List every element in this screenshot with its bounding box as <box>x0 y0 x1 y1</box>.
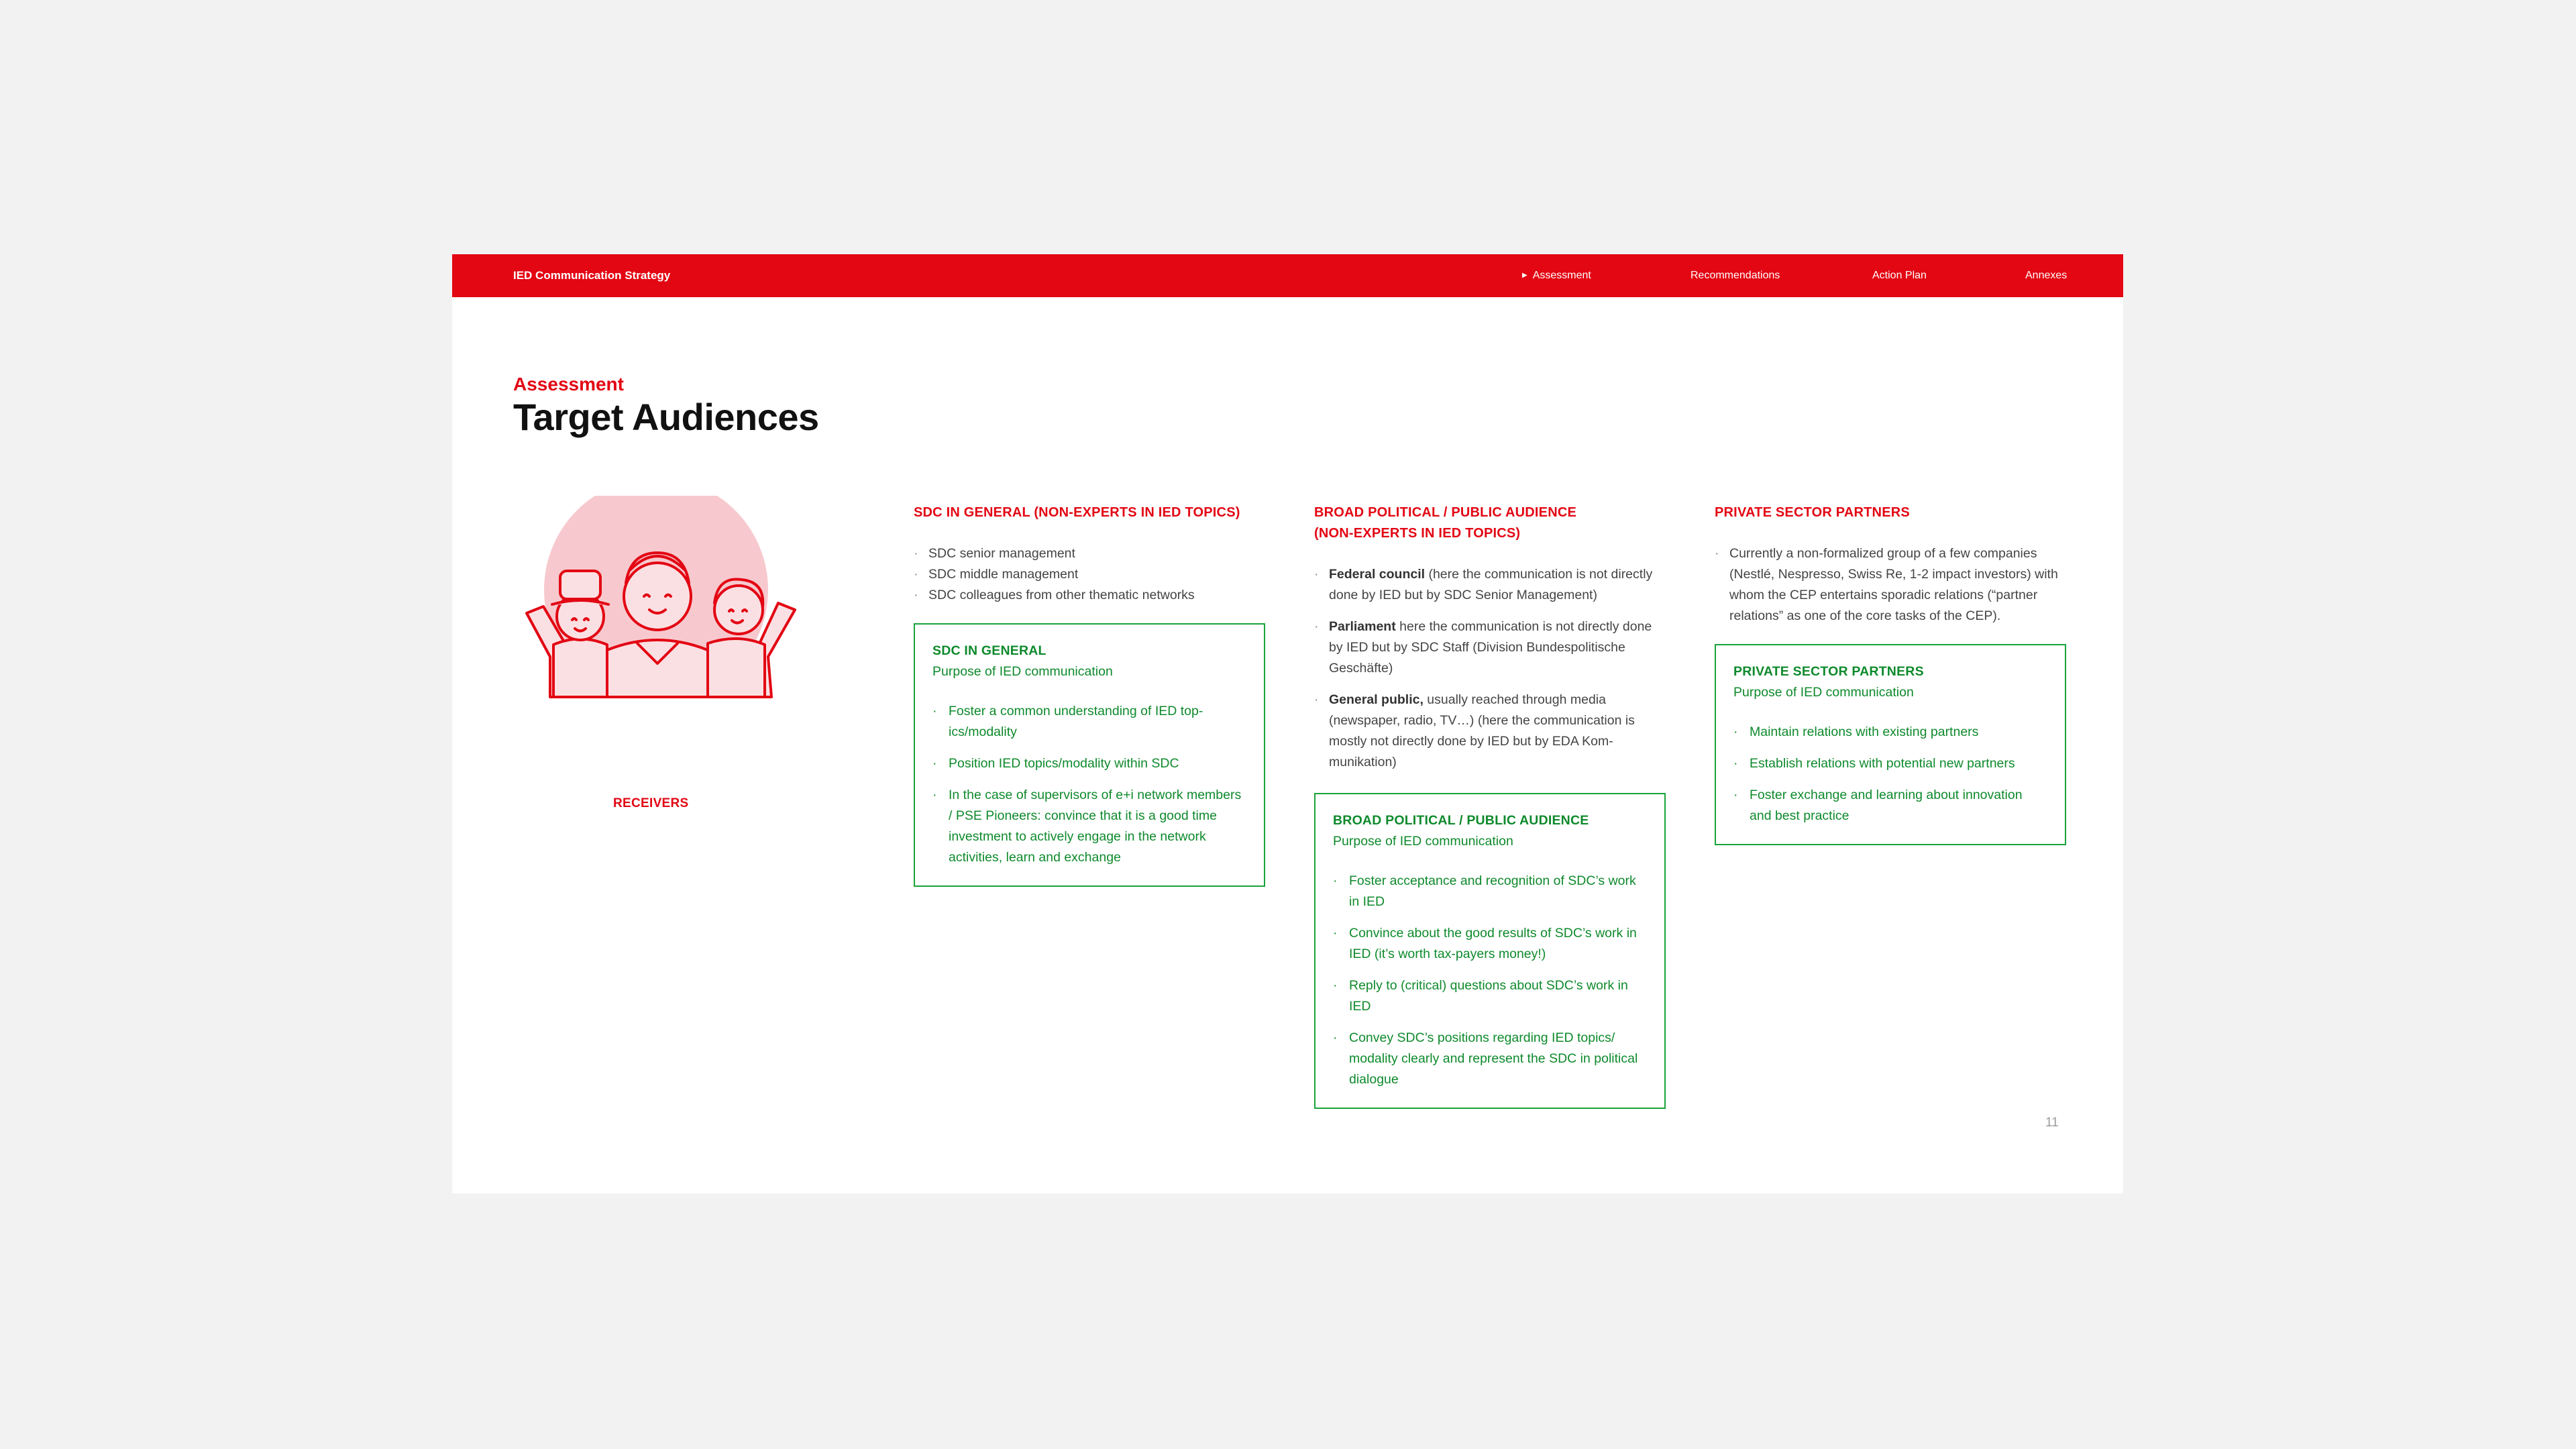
purpose-box <box>1314 793 1666 1109</box>
page-title: Target Audiences <box>513 396 819 438</box>
box-subtitle: Purpose of IED communication <box>932 664 1113 679</box>
audience-list <box>1314 564 1663 773</box>
slide-page <box>452 254 2123 1193</box>
box-title: SDC IN GENERAL <box>932 643 1046 658</box>
purpose-list <box>932 701 1246 868</box>
nav-assessment[interactable]: ▶ Assessment <box>1522 270 1591 281</box>
list-item: · Reply to (critical) questions about SDC’s work in IED <box>1333 975 1647 1017</box>
nav-annexes[interactable]: Annexes <box>2025 270 2068 281</box>
purpose-list <box>1333 871 1647 1090</box>
box-subtitle: Purpose of IED communication <box>1733 685 1914 700</box>
column-private-sector <box>1715 502 2063 845</box>
people-group-illustration <box>513 496 802 710</box>
list-item: · SDC senior management <box>914 543 1263 564</box>
list-item: · Convince about the good results of SDC’s work in IED (it’s worth tax-payers money!) <box>1333 923 1647 965</box>
audience-list <box>1715 543 2063 627</box>
column-heading: SDC IN GENERAL (NON-EXPERTS IN IED TOPICS) <box>914 505 1240 520</box>
column-sdc-general <box>914 502 1263 887</box>
nav-action-plan[interactable]: Action Plan <box>1872 270 1927 281</box>
box-title: PRIVATE SECTOR PARTNERS <box>1733 664 1924 679</box>
list-item: · SDC colleagues from other thematic networks <box>914 585 1263 606</box>
purpose-box <box>914 623 1265 887</box>
nav-recommendations[interactable]: Recommendations <box>1690 270 1780 281</box>
list-item: · Currently a non-formalized group of a few companies (Nestlé, Nespresso, Swiss Re, 1-2 impact investors) with whom the CEP entertains sporadic relations (“partner relations” as one of the core tasks of the CEP). <box>1715 543 2063 627</box>
list-item: · General public, usually reached through media (newspaper, radio, TV…) (here the communication is mostly not directly done by IED but by EDA Kommunikation) <box>1314 690 1663 773</box>
list-item: · Federal council (here the communication is not directly done by IED but by SDC Senior Management) <box>1314 564 1663 606</box>
column-heading: PRIVATE SECTOR PARTNERS <box>1715 505 1910 520</box>
top-bar <box>452 254 2123 297</box>
list-item: · Foster exchange and learning about innovation and best practice <box>1733 785 2047 826</box>
document-title: IED Communication Strategy <box>513 269 671 282</box>
list-item: · In the case of supervisors of e+i network members / PSE Pioneers: convince that it is a good time investment to actively engage in the network activities, learn and exchange <box>932 785 1246 868</box>
list-item: · Position IED topics/modality within SDC <box>932 753 1246 774</box>
box-subtitle: Purpose of IED communication <box>1333 834 1513 849</box>
receivers-label: RECEIVERS <box>613 796 689 810</box>
purpose-list <box>1733 722 2047 826</box>
purpose-box <box>1715 644 2066 845</box>
column-broad-political <box>1314 502 1663 1109</box>
triangle-right-icon: ▶ <box>1522 272 1527 279</box>
list-item: · Convey SDC’s positions regarding IED topics/ modality clearly and represent the SDC in political dialogue <box>1333 1028 1647 1090</box>
page-number: 11 <box>2045 1116 2059 1130</box>
list-item: · Foster a common understanding of IED topics/modality <box>932 701 1246 743</box>
section-label: Assessment <box>513 374 624 394</box>
audience-list <box>914 543 1263 606</box>
box-title: BROAD POLITICAL / PUBLIC AUDIENCE <box>1333 813 1589 828</box>
list-item: · Parliament here the communication is not directly done by IED but by SDC Staff (Division Bundespolitische Geschäfte) <box>1314 616 1663 679</box>
column-heading: BROAD POLITICAL / PUBLIC AUDIENCE (NON-EXPERTS IN IED TOPICS) <box>1314 505 1577 541</box>
list-item: · SDC middle management <box>914 564 1263 585</box>
list-item: · Maintain relations with existing partners <box>1733 722 2047 743</box>
list-item: · Establish relations with potential new partners <box>1733 753 2047 774</box>
list-item: · Foster acceptance and recognition of SDC’s work in IED <box>1333 871 1647 912</box>
